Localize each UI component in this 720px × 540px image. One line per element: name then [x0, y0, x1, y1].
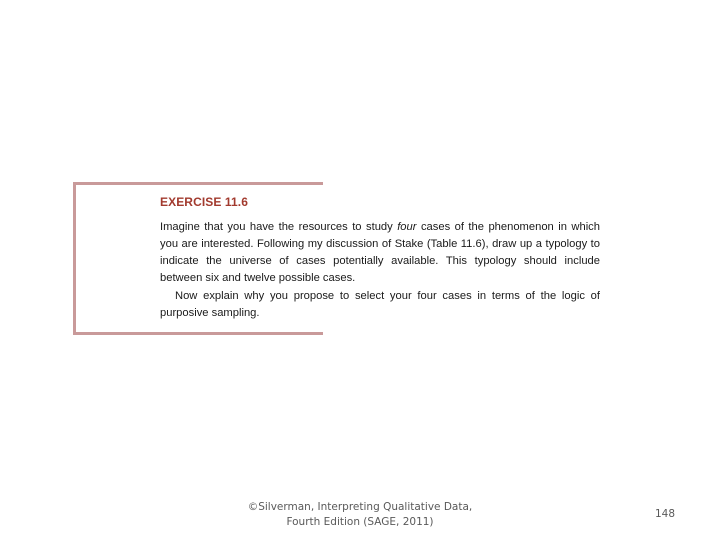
exercise-paragraph-1-emphasis: four	[397, 221, 417, 233]
exercise-paragraph-1-start: Imagine that you have the resources to study	[160, 221, 398, 233]
exercise-paragraph-1-end: cases of the phenomenon in which you are interested. Following my discussion of Stake (Table 11.6), draw up a typology to indicate the universe of cases potentially available. This typology should include between six and twelve possible cases.	[160, 221, 600, 284]
footer-citation	[210, 500, 510, 530]
exercise-title: EXERCISE 11.6	[160, 195, 249, 209]
footer-citation-line-1: ©Silverman, Interpreting Qualitative Data,	[247, 501, 473, 513]
exercise-box	[160, 195, 600, 322]
exercise-paragraph-2: Now explain why you propose to select your four cases in terms of the logic of purposive sampling.	[160, 290, 600, 319]
page-number: 148	[654, 508, 676, 520]
exercise-paragraph-1	[160, 219, 600, 287]
footer-citation-line-2: Fourth Edition (SAGE, 2011)	[286, 516, 434, 528]
